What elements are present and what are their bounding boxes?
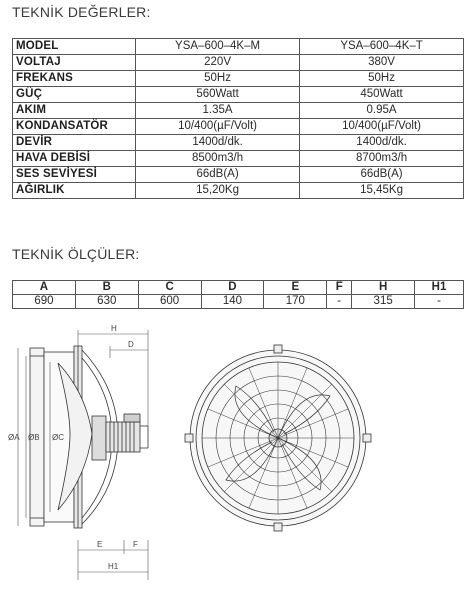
model-m-value: 15,20Kg [136,183,300,199]
table-header-row [13,281,464,295]
technical-dimensions-heading: TEKNİK ÖLÇÜLER: [12,246,140,262]
model-m-value: 50Hz [136,71,300,87]
model-t-value: 10/400(µF/Volt) [300,119,464,135]
table-row [13,87,464,103]
model-t-value: 450Watt [300,87,464,103]
model-m-value: 1400d/dk. [136,135,300,151]
model-t-value: 1400d/dk. [300,135,464,151]
dim-header-d: D [201,281,264,295]
table-row [13,295,464,309]
model-t-value: 15,45Kg [300,183,464,199]
fan-technical-drawing [0,318,472,600]
dim-value-a: 690 [13,295,76,309]
table-row [13,135,464,151]
fan-side-view [30,346,148,528]
table-row [13,183,464,199]
row-label: FREKANS [13,71,136,87]
dim-value-b: 630 [75,295,138,309]
label-e: E [97,540,103,549]
table-row [13,167,464,183]
label-b: ØB [28,433,40,442]
row-label: GÜÇ [13,87,136,103]
technical-values-heading: TEKNİK DEĞERLER: [12,4,151,20]
model-t-value: 50Hz [300,71,464,87]
row-label: DEVİR [13,135,136,151]
row-label: KONDANSATÖR [13,119,136,135]
label-h1: H1 [108,562,119,571]
dim-header-c: C [138,281,201,295]
dim-value-h: 315 [352,295,415,309]
dim-header-h1: H1 [415,281,464,295]
table-row [13,55,464,71]
dim-value-c: 600 [138,295,201,309]
row-label: AĞIRLIK [13,183,136,199]
dim-header-e: E [264,281,327,295]
model-t-value: 380V [300,55,464,71]
model-m-value: 220V [136,55,300,71]
dim-value-h1: - [415,295,464,309]
model-t-value: 66dB(A) [300,167,464,183]
label-f: F [133,540,138,549]
row-label: MODEL [13,39,136,55]
table-row [13,71,464,87]
row-label: AKIM [13,103,136,119]
table-row [13,39,464,55]
row-label: VOLTAJ [13,55,136,71]
model-m-value: 560Watt [136,87,300,103]
dim-header-a: A [13,281,76,295]
dim-header-f: F [327,281,352,295]
row-label: SES SEVİYESİ [13,167,136,183]
label-a: ØA [8,433,20,442]
row-label: HAVA DEBİSİ [13,151,136,167]
dim-value-d: 140 [201,295,264,309]
model-m-value: 1.35A [136,103,300,119]
model-m-value: 66dB(A) [136,167,300,183]
dim-value-e: 170 [264,295,327,309]
dim-header-h: H [352,281,415,295]
label-c: ØC [52,433,64,442]
technical-dimensions-table [12,280,464,309]
model-t-value: 8700m3/h [300,151,464,167]
dim-header-b: B [75,281,138,295]
model-m-value: YSA–600–4K–M [136,39,300,55]
label-h: H [111,324,117,333]
label-d: D [128,340,134,349]
model-m-value: 10/400(µF/Volt) [136,119,300,135]
model-t-value: YSA–600–4K–T [300,39,464,55]
dim-value-f: - [327,295,352,309]
table-row [13,151,464,167]
fan-front-view [185,345,371,531]
model-t-value: 0.95A [300,103,464,119]
table-row [13,119,464,135]
technical-values-table [12,38,464,199]
model-m-value: 8500m3/h [136,151,300,167]
table-row [13,103,464,119]
